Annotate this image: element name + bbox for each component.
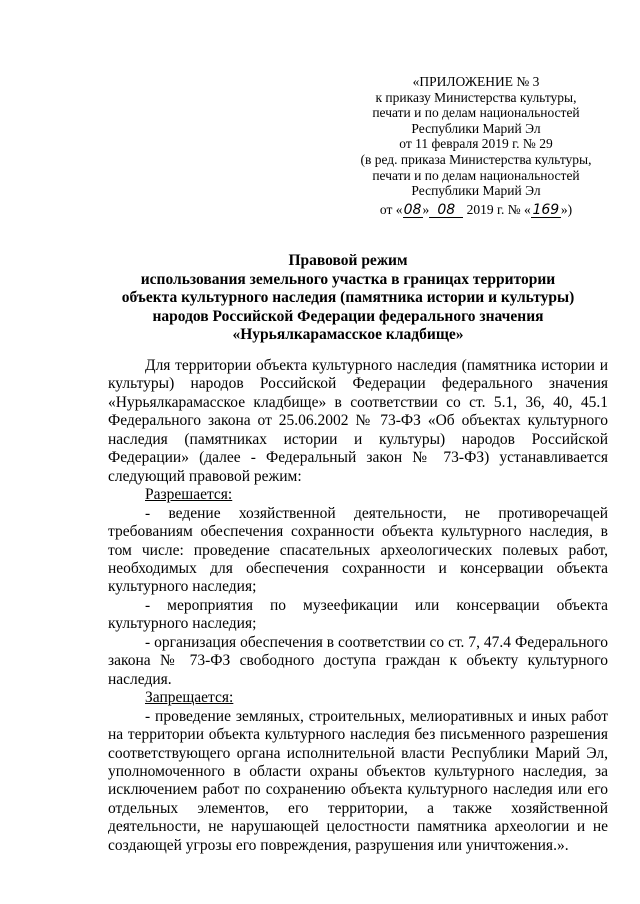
allowed-item: - ведение хозяйственной деятельности, не противоречащей требованиям обеспечения сохранности объекта культурного наследия, в том числе: проведение спасательных археологических полевых работ, необходимых для обеспечения сохранности и консервации объекта культурного наследия; [108, 504, 608, 596]
header-line: Республики Марий Эл [411, 183, 541, 199]
forbidden-heading: Запрещается: [145, 689, 234, 707]
header-line: к приказу Министерства культуры, [375, 89, 577, 105]
allowed-heading: Разрешается: [145, 486, 233, 504]
title-line: «Нурьялкарамасское кладбище» [232, 326, 464, 343]
appendix-header [360, 74, 592, 218]
header-line: (в ред. приказа Министерства культуры, [360, 151, 592, 167]
header-line: «ПРИЛОЖЕНИЕ № 3 [412, 74, 540, 89]
allowed-item: - мероприятия по музеефикации или консервации объекта культурного наследия; [108, 596, 608, 633]
handwritten-day: 08 [403, 201, 422, 218]
date-year: 2019 г. № « [466, 201, 531, 217]
amendment-date-line [360, 202, 592, 218]
intro-paragraph: Для территории объекта культурного наследия (памятника истории и культуры) народов Российской Федерации федерального значения «Нурьялкарамасское кладбище» в соответствии со ст. 5.1, 36, 40, 45.1 Федерального закона от 25.06.2002 № 73-ФЗ «Об объектах культурного наследия (памятниках истории и культуры) народов Российской Федерации» (далее - Федеральный закон № 73-ФЗ) устанавливается следующий правовой режим: [108, 357, 608, 485]
handwritten-month: 08 [429, 204, 463, 218]
forbidden-item: - проведение земляных, строительных, мелиоративных и иных работ на территории объекта культурного наследия без письменного разрешения соответствующего органа исполнительной власти Республики Марий Эл, уполномоченного в области охраны объектов культурного наследия, за исключением работ по сохранению объекта культурного наследия или его отдельных элементов, его территории, а также хозяйственной деятельности, не нарушающей целостности памятника археологии и не создающей угрозы его повреждения, разрушения или уничтожения.». [108, 707, 608, 854]
date-prefix: от « [379, 201, 403, 217]
title-line: использования земельного участка в границах территории [140, 270, 556, 288]
header-line: печати и по делам национальностей [372, 167, 580, 183]
date-separator: » [422, 201, 430, 217]
document-title [88, 252, 608, 345]
handwritten-number: 169 [532, 201, 560, 218]
title-line: Правовой режим [288, 252, 408, 269]
header-line: Республики Марий Эл [411, 120, 541, 136]
header-line: печати и по делам национальностей [372, 105, 580, 121]
date-suffix: ») [560, 201, 573, 217]
allowed-item: - организация обеспечения в соответствии со ст. 7, 47.4 Федерального закона № 73-ФЗ свободного доступа граждан к объекту культурного наследия. [108, 633, 608, 688]
title-line: объекта культурного наследия (памятника истории и культуры) [121, 289, 575, 306]
header-line: от 11 февраля 2019 г. № 29 [399, 136, 553, 152]
title-line: народов Российской Федерации федерального значения [152, 307, 544, 325]
document-body [108, 357, 608, 855]
